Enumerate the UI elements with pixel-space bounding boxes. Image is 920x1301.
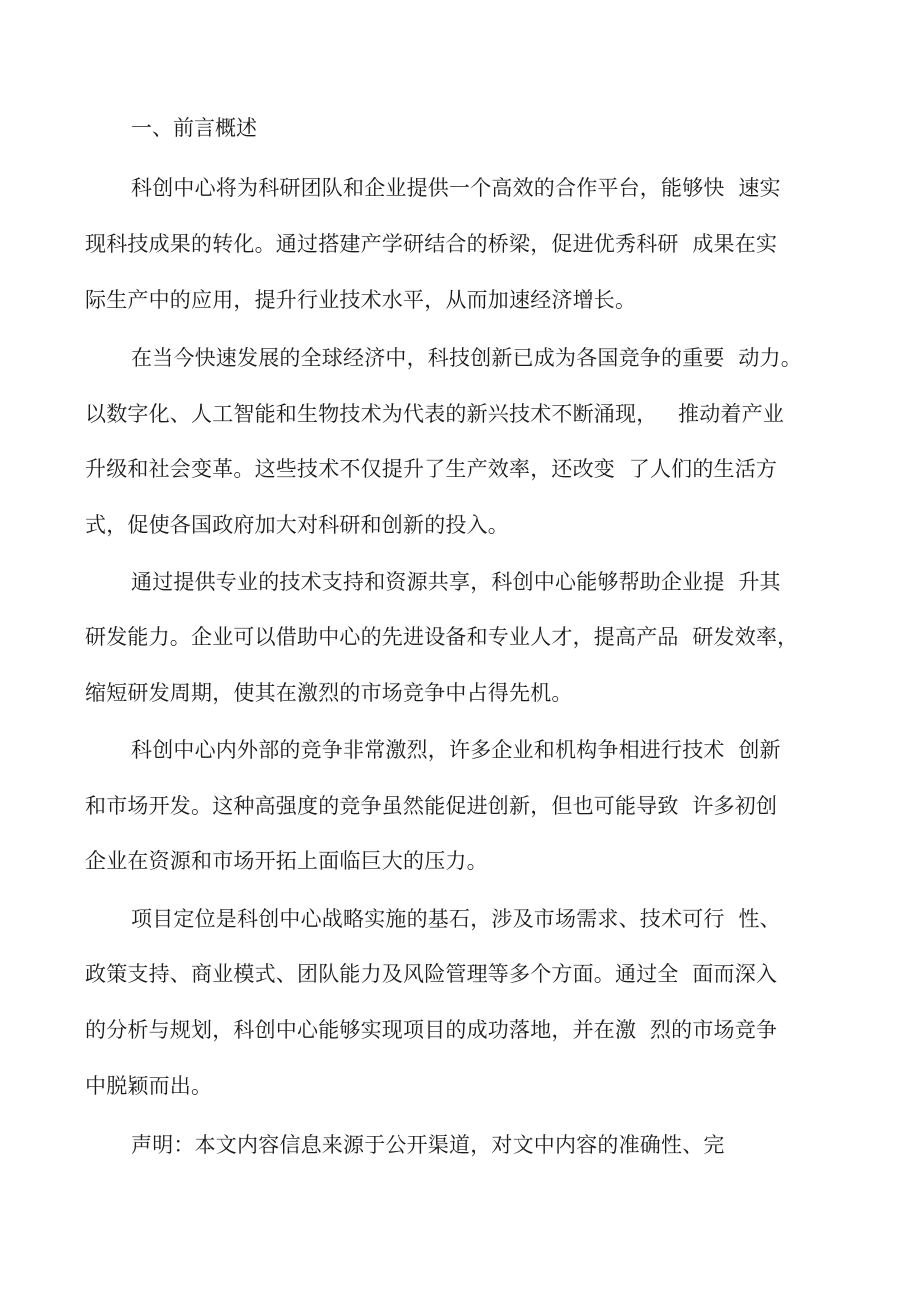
paragraph-2-line-4: 式，促使各国政府加大对科研和创新的投入。 <box>85 513 509 537</box>
paragraph-4-line-2: 和市场开发。这种高强度的竞争虽然能促进创新，但也可能导致 许多初创 <box>85 794 778 818</box>
paragraph-3-line-2: 研发能力。企业可以借助中心的先进设备和专业人才，提高产品 研发效率， <box>85 625 799 649</box>
paragraph-1-line-1: 科创中心将为科研团队和企业提供一个高效的合作平台，能够快 速实 <box>131 176 781 200</box>
disclaimer-line-1: 声明：本文内容信息来源于公开渠道，对文中内容的准确性、完 <box>131 1133 725 1157</box>
paragraph-4-line-1: 科创中心内外部的竞争非常激烈，许多企业和机构争相进行技术 创新 <box>131 738 781 762</box>
paragraph-5-line-1: 项目定位是科创中心战略实施的基石，涉及市场需求、技术可行 性、 <box>131 907 781 931</box>
paragraph-3-line-3: 缩短研发周期，使其在激烈的市场竞争中占得先机。 <box>85 681 573 705</box>
paragraph-1-line-2: 现科技成果的转化。通过搭建产学研结合的桥梁，促进优秀科研 成果在实 <box>85 232 778 256</box>
paragraph-2-line-1: 在当今快速发展的全球经济中，科技创新已成为各国竞争的重要 动力。 <box>131 346 802 370</box>
paragraph-3-line-1: 通过提供专业的技术支持和资源共享，科创中心能够帮助企业提 升其 <box>131 570 781 594</box>
paragraph-2-line-3: 升级和社会变革。这些技术不仅提升了生产效率，还改变 了人们的生活方 <box>85 457 778 481</box>
paragraph-2-line-2: 以数字化、人工智能和生物技术为代表的新兴技术不断涌现， 推动着产业 <box>85 402 785 426</box>
paragraph-5-line-3: 的分析与规划，科创中心能够实现项目的成功落地，并在激 烈的市场竞争 <box>85 1018 778 1042</box>
paragraph-1-line-3: 际生产中的应用，提升行业技术水平，从而加速经济增长。 <box>85 288 637 312</box>
section-heading: 一、前言概述 <box>131 116 257 140</box>
paragraph-5-line-4: 中脱颖而出。 <box>85 1074 213 1098</box>
paragraph-5-line-2: 政策支持、商业模式、团队能力及风险管理等多个方面。通过全 面而深入 <box>85 962 778 986</box>
paragraph-4-line-3: 企业在资源和市场开拓上面临巨大的压力。 <box>85 849 488 873</box>
